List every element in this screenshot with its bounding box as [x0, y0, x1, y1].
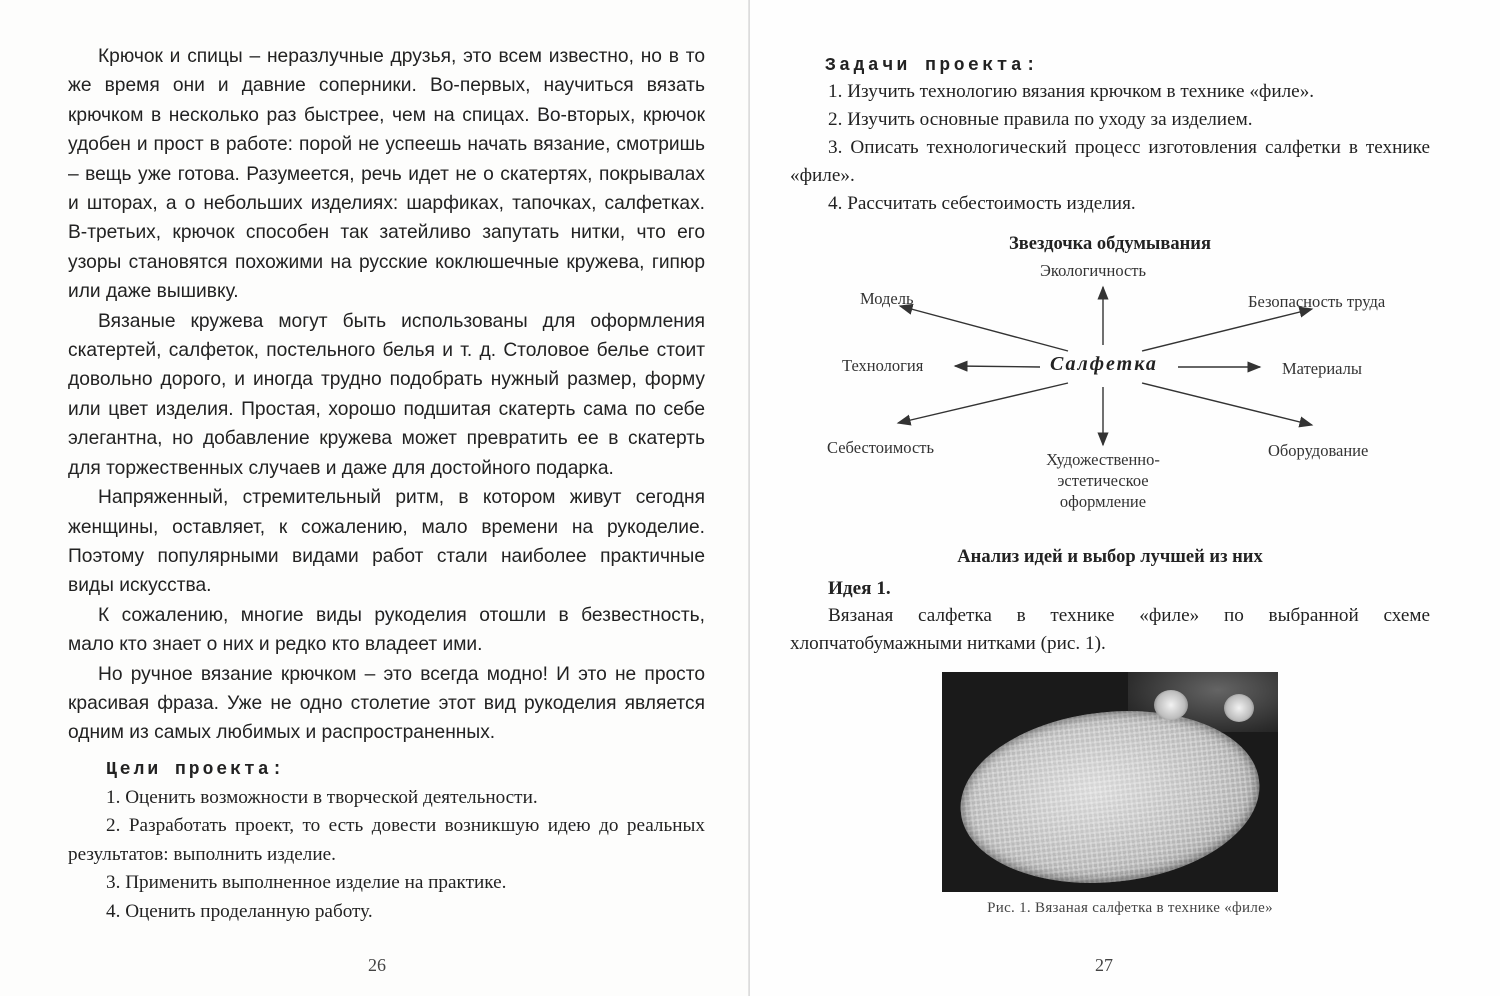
task-item: 2. Изучить основные правила по уходу за изделием.	[828, 109, 1253, 130]
goal-item: 4. Оценить проделанную работу.	[106, 900, 373, 922]
thinking-star-diagram	[790, 259, 1430, 521]
label-equipment: Оборудование	[1268, 441, 1369, 460]
arrow-bottom-left	[898, 383, 1068, 423]
label-labor-safety: Безопасность труда	[1248, 292, 1386, 311]
paragraph: Крючок и спицы – неразлучные друзья, это всем известно, но в то же время они и давние соперники. Во-первых, научиться вязать крючком в несколько раз быстрее, чем на спицах. Во-вторых, крючок удобен и прост в работе: порой не успеешь начать вязание, смотришь – вещь уже готова. Разумеется, речь идет не о скатертях, покрывалах и шторах, а о небольших изделиях: шарфиках, тапочках, салфетках. В-третьих, крючок способен так затейливо запутать нитки, что его узоры становятся похожими на русские коклюшечные кружева, гипюр или даже вышивку.	[68, 46, 705, 303]
paragraph: Вязаные кружева могут быть использованы для оформления скатертей, салфеток, постельного белья и т. д. Столовое белье стоит довольно дорого, и иногда трудно подобрать нужный размер, форму или цвет изделия. Простая, хорошо подшитая скатерть сама по себе элегантна, но добавление кружева может превратить ее в скатерть для торжественных случаев и даже для достойного подарка.	[68, 310, 705, 479]
idea-text: Вязаная салфетка в технике «филе» по выбранной схеме хлопчатобумажными нитками (рис. 1).	[790, 605, 1430, 654]
diagram-center: Салфетка	[1050, 353, 1158, 375]
label-technology: Технология	[842, 356, 924, 375]
paragraph: К сожалению, многие виды рукоделия отошли в безвестность, мало кто знает о них и редко кто владеет ими.	[68, 604, 705, 656]
paragraph: Но ручное вязание крючком – это всегда модно! И это не просто красивая фраза. Уже не одно столетие этот вид рукоделия является одним из самых любимых и распространенных.	[68, 663, 705, 744]
task-item: 4. Рассчитать себестоимость изделия.	[828, 193, 1136, 214]
idea-label: Идея 1.	[828, 578, 891, 599]
task-item: 1. Изучить технологию вязания крючком в технике «филе».	[828, 81, 1315, 102]
arrow-bottom-right	[1142, 383, 1312, 425]
paragraph: Напряженный, стремительный ритм, в котором живут сегодня женщины, оставляет, к сожалению, мало времени на рукоделие. Поэтому популярными видами работ стали наиболее практичные виды искусства.	[68, 487, 705, 597]
goals-list	[68, 784, 705, 927]
page-number-left: 26	[368, 955, 386, 975]
diagram-title: Звездочка обдумывания	[1009, 234, 1211, 254]
goal-item: 3. Применить выполненное изделие на практике.	[106, 872, 507, 894]
tasks-list	[790, 78, 1430, 218]
photo-flower	[1224, 694, 1254, 722]
photo-flower	[1154, 690, 1188, 720]
label-artistic-design: Художественно-эстетическое оформление	[1046, 450, 1160, 511]
tasks-heading: Задачи проекта:	[825, 56, 1040, 76]
goal-item: 2. Разработать проект, то есть довести возникшую идею до реальных результатов: выполнить изделие.	[68, 815, 705, 865]
goal-item: 1. Оценить возможности в творческой деятельности.	[106, 786, 538, 808]
label-cost: Себестоимость	[827, 438, 935, 457]
label-model: Модель	[860, 289, 914, 308]
label-materials: Материалы	[1282, 359, 1362, 378]
arrow-top-right	[1142, 309, 1312, 351]
right-page	[750, 0, 1500, 996]
goals-heading: Цели проекта:	[106, 759, 286, 780]
arrow-top-left	[900, 306, 1068, 351]
label-ecology: Экологичность	[1040, 261, 1147, 280]
napkin-photo	[942, 672, 1278, 892]
arrow-left	[955, 366, 1040, 367]
left-body	[68, 42, 705, 748]
figure-caption: Рис. 1. Вязаная салфетка в технике «филе»	[987, 900, 1273, 916]
task-item: 3. Описать технологический процесс изготовления салфетки в технике «филе».	[790, 137, 1430, 186]
page-number-right: 27	[1095, 955, 1113, 975]
analysis-title: Анализ идей и выбор лучшей из них	[957, 547, 1263, 567]
